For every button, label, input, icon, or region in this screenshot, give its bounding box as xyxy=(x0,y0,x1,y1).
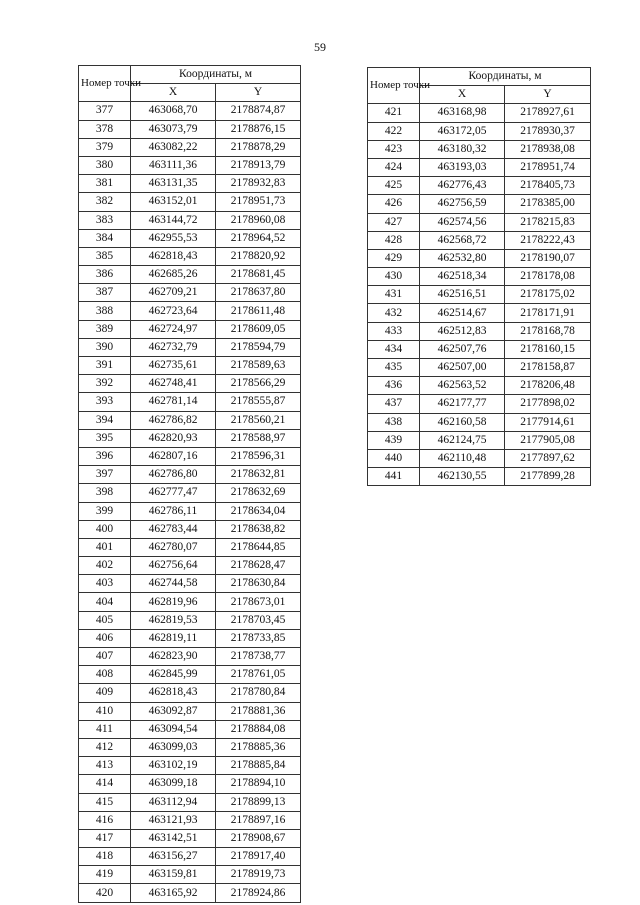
y-coordinate-cell: 2178630,84 xyxy=(216,575,301,593)
table-row xyxy=(79,284,301,302)
y-coordinate-cell: 2178190,07 xyxy=(505,249,591,267)
table-row xyxy=(79,757,301,775)
x-header: X xyxy=(131,84,216,102)
x-coordinate-cell: 462735,61 xyxy=(131,357,216,375)
table-row xyxy=(368,268,591,286)
point-number-cell: 400 xyxy=(79,520,131,538)
table-row xyxy=(368,340,591,358)
table-row xyxy=(79,484,301,502)
y-coordinate-cell: 2178897,16 xyxy=(216,811,301,829)
x-coordinate-cell: 463099,03 xyxy=(131,738,216,756)
table-body-right xyxy=(368,104,591,486)
x-coordinate-cell: 462160,58 xyxy=(420,413,505,431)
y-header: Y xyxy=(216,84,301,102)
x-coordinate-cell: 463152,01 xyxy=(131,193,216,211)
table-row xyxy=(368,431,591,449)
x-coordinate-cell: 462518,34 xyxy=(420,268,505,286)
point-number-cell: 388 xyxy=(79,302,131,320)
x-coordinate-cell: 462709,21 xyxy=(131,284,216,302)
point-number-cell: 436 xyxy=(368,377,420,395)
x-coordinate-cell: 462568,72 xyxy=(420,231,505,249)
point-number-cell: 401 xyxy=(79,538,131,556)
x-coordinate-cell: 462955,53 xyxy=(131,229,216,247)
point-number-cell: 424 xyxy=(368,158,420,176)
table-row xyxy=(79,629,301,647)
point-number-cell: 412 xyxy=(79,738,131,756)
table-row xyxy=(79,175,301,193)
x-coordinate-cell: 462512,83 xyxy=(420,322,505,340)
table-row xyxy=(79,393,301,411)
page-number: 59 xyxy=(314,40,326,54)
y-coordinate-cell: 2178215,83 xyxy=(505,213,591,231)
table-row xyxy=(79,775,301,793)
x-coordinate-cell: 463168,98 xyxy=(420,104,505,122)
y-coordinate-cell: 2178160,15 xyxy=(505,340,591,358)
table-row xyxy=(79,829,301,847)
x-coordinate-cell: 462507,76 xyxy=(420,340,505,358)
table-row xyxy=(79,429,301,447)
y-coordinate-cell: 2178951,73 xyxy=(216,193,301,211)
x-coordinate-cell: 463144,72 xyxy=(131,211,216,229)
y-coordinate-cell: 2178168,78 xyxy=(505,322,591,340)
table-row xyxy=(79,375,301,393)
y-coordinate-cell: 2178206,48 xyxy=(505,377,591,395)
point-number-cell: 417 xyxy=(79,829,131,847)
table-row xyxy=(79,738,301,756)
point-number-cell: 410 xyxy=(79,702,131,720)
x-coordinate-cell: 463172,05 xyxy=(420,122,505,140)
coordinates-table-right xyxy=(367,67,591,486)
table-row xyxy=(79,447,301,465)
table-row xyxy=(368,449,591,467)
x-coordinate-cell: 463082,22 xyxy=(131,138,216,156)
table-row xyxy=(368,122,591,140)
table-row xyxy=(79,156,301,174)
y-coordinate-cell: 2178171,91 xyxy=(505,304,591,322)
y-coordinate-cell: 2178385,00 xyxy=(505,195,591,213)
x-coordinate-cell: 462845,99 xyxy=(131,666,216,684)
x-coordinate-cell: 462786,80 xyxy=(131,466,216,484)
y-coordinate-cell: 2177897,62 xyxy=(505,449,591,467)
x-coordinate-cell: 462514,67 xyxy=(420,304,505,322)
table-row xyxy=(79,702,301,720)
point-number-cell: 390 xyxy=(79,338,131,356)
point-number-cell: 413 xyxy=(79,757,131,775)
table-row xyxy=(368,249,591,267)
coordinates-table-left xyxy=(78,65,301,903)
point-number-cell: 441 xyxy=(368,468,420,486)
y-coordinate-cell: 2178960,08 xyxy=(216,211,301,229)
table-row xyxy=(79,648,301,666)
point-number-cell: 428 xyxy=(368,231,420,249)
table-row xyxy=(79,884,301,902)
point-number-cell: 408 xyxy=(79,666,131,684)
table-row xyxy=(79,320,301,338)
y-coordinate-cell: 2178908,67 xyxy=(216,829,301,847)
x-coordinate-cell: 462516,51 xyxy=(420,286,505,304)
y-coordinate-cell: 2178899,13 xyxy=(216,793,301,811)
y-coordinate-cell: 2178405,73 xyxy=(505,177,591,195)
point-number-cell: 386 xyxy=(79,266,131,284)
y-coordinate-cell: 2178673,01 xyxy=(216,593,301,611)
point-number-cell: 378 xyxy=(79,120,131,138)
table-row xyxy=(368,286,591,304)
point-number-cell: 381 xyxy=(79,175,131,193)
point-number-cell: 438 xyxy=(368,413,420,431)
x-coordinate-cell: 463165,92 xyxy=(131,884,216,902)
x-coordinate-cell: 463092,87 xyxy=(131,702,216,720)
table-row xyxy=(79,666,301,684)
x-coordinate-cell: 462818,43 xyxy=(131,684,216,702)
y-coordinate-cell: 2178951,74 xyxy=(505,158,591,176)
x-coordinate-cell: 463159,81 xyxy=(131,866,216,884)
y-coordinate-cell: 2178632,81 xyxy=(216,466,301,484)
table-row xyxy=(368,395,591,413)
point-number-cell: 437 xyxy=(368,395,420,413)
y-coordinate-cell: 2177905,08 xyxy=(505,431,591,449)
point-number-cell: 397 xyxy=(79,466,131,484)
x-coordinate-cell: 462777,47 xyxy=(131,484,216,502)
x-coordinate-cell: 462732,79 xyxy=(131,338,216,356)
x-coordinate-cell: 463073,79 xyxy=(131,120,216,138)
x-coordinate-cell: 462819,11 xyxy=(131,629,216,647)
x-coordinate-cell: 462820,93 xyxy=(131,429,216,447)
header-row xyxy=(79,66,301,84)
point-number-header: Номер точки xyxy=(79,66,131,102)
point-number-cell: 416 xyxy=(79,811,131,829)
point-number-cell: 429 xyxy=(368,249,420,267)
x-coordinate-cell: 462807,16 xyxy=(131,447,216,465)
x-coordinate-cell: 462786,11 xyxy=(131,502,216,520)
table-row xyxy=(79,138,301,156)
x-coordinate-cell: 462819,96 xyxy=(131,593,216,611)
y-coordinate-cell: 2178681,45 xyxy=(216,266,301,284)
point-number-cell: 395 xyxy=(79,429,131,447)
point-number-cell: 430 xyxy=(368,268,420,286)
x-coordinate-cell: 462130,55 xyxy=(420,468,505,486)
table-row xyxy=(79,575,301,593)
table-row xyxy=(368,140,591,158)
x-coordinate-cell: 462744,58 xyxy=(131,575,216,593)
table-row xyxy=(79,193,301,211)
table-row xyxy=(368,231,591,249)
x-coordinate-cell: 463111,36 xyxy=(131,156,216,174)
x-coordinate-cell: 462818,43 xyxy=(131,247,216,265)
point-number-cell: 434 xyxy=(368,340,420,358)
y-coordinate-cell: 2178634,04 xyxy=(216,502,301,520)
point-number-cell: 433 xyxy=(368,322,420,340)
point-number-cell: 402 xyxy=(79,557,131,575)
point-number-cell: 399 xyxy=(79,502,131,520)
x-coordinate-cell: 462756,59 xyxy=(420,195,505,213)
coordinates-header: Координаты, м xyxy=(420,68,591,86)
point-number-cell: 418 xyxy=(79,848,131,866)
y-coordinate-cell: 2178885,84 xyxy=(216,757,301,775)
table-row xyxy=(368,195,591,213)
table-row xyxy=(79,557,301,575)
point-number-cell: 389 xyxy=(79,320,131,338)
x-coordinate-cell: 462780,07 xyxy=(131,538,216,556)
y-coordinate-cell: 2178874,87 xyxy=(216,102,301,120)
point-number-cell: 439 xyxy=(368,431,420,449)
x-coordinate-cell: 463131,35 xyxy=(131,175,216,193)
y-coordinate-cell: 2178820,92 xyxy=(216,247,301,265)
y-coordinate-cell: 2178594,79 xyxy=(216,338,301,356)
y-coordinate-cell: 2178927,61 xyxy=(505,104,591,122)
table-row xyxy=(79,338,301,356)
x-coordinate-cell: 463193,03 xyxy=(420,158,505,176)
y-coordinate-cell: 2178878,29 xyxy=(216,138,301,156)
x-coordinate-cell: 463102,19 xyxy=(131,757,216,775)
table-body-left xyxy=(79,102,301,902)
x-coordinate-cell: 462177,77 xyxy=(420,395,505,413)
y-coordinate-cell: 2177914,61 xyxy=(505,413,591,431)
point-number-cell: 422 xyxy=(368,122,420,140)
y-coordinate-cell: 2178917,40 xyxy=(216,848,301,866)
point-number-cell: 431 xyxy=(368,286,420,304)
point-number-cell: 432 xyxy=(368,304,420,322)
table-row xyxy=(79,466,301,484)
table-row xyxy=(79,520,301,538)
x-coordinate-cell: 463099,18 xyxy=(131,775,216,793)
table-row xyxy=(79,502,301,520)
y-coordinate-cell: 2178919,73 xyxy=(216,866,301,884)
x-coordinate-cell: 462563,52 xyxy=(420,377,505,395)
x-coordinate-cell: 462723,64 xyxy=(131,302,216,320)
y-coordinate-cell: 2178178,08 xyxy=(505,268,591,286)
y-coordinate-cell: 2178932,83 xyxy=(216,175,301,193)
point-number-cell: 379 xyxy=(79,138,131,156)
point-number-cell: 425 xyxy=(368,177,420,195)
point-number-cell: 411 xyxy=(79,720,131,738)
y-coordinate-cell: 2178609,05 xyxy=(216,320,301,338)
y-coordinate-cell: 2177899,28 xyxy=(505,468,591,486)
point-number-cell: 409 xyxy=(79,684,131,702)
x-coordinate-cell: 462823,90 xyxy=(131,648,216,666)
y-coordinate-cell: 2178884,08 xyxy=(216,720,301,738)
table-row xyxy=(79,593,301,611)
table-row xyxy=(79,866,301,884)
table-row xyxy=(368,322,591,340)
point-number-cell: 420 xyxy=(79,884,131,902)
y-coordinate-cell: 2178924,86 xyxy=(216,884,301,902)
x-coordinate-cell: 462776,43 xyxy=(420,177,505,195)
table-row xyxy=(79,720,301,738)
x-coordinate-cell: 462574,56 xyxy=(420,213,505,231)
point-number-header: Номер точки xyxy=(368,68,420,104)
table-row xyxy=(79,102,301,120)
x-coordinate-cell: 463112,94 xyxy=(131,793,216,811)
point-number-cell: 421 xyxy=(368,104,420,122)
point-number-cell: 435 xyxy=(368,359,420,377)
table-row xyxy=(79,302,301,320)
x-coordinate-cell: 463156,27 xyxy=(131,848,216,866)
x-coordinate-cell: 462507,00 xyxy=(420,359,505,377)
point-number-cell: 407 xyxy=(79,648,131,666)
table-row xyxy=(79,211,301,229)
point-number-cell: 415 xyxy=(79,793,131,811)
y-coordinate-cell: 2178632,69 xyxy=(216,484,301,502)
y-header: Y xyxy=(505,86,591,104)
x-coordinate-cell: 463094,54 xyxy=(131,720,216,738)
x-header: X xyxy=(420,86,505,104)
table-row xyxy=(368,468,591,486)
x-coordinate-cell: 462685,26 xyxy=(131,266,216,284)
point-number-cell: 403 xyxy=(79,575,131,593)
y-coordinate-cell: 2178611,48 xyxy=(216,302,301,320)
point-number-cell: 394 xyxy=(79,411,131,429)
y-coordinate-cell: 2178588,97 xyxy=(216,429,301,447)
point-number-cell: 391 xyxy=(79,357,131,375)
point-number-cell: 382 xyxy=(79,193,131,211)
y-coordinate-cell: 2178644,85 xyxy=(216,538,301,556)
x-coordinate-cell: 462781,14 xyxy=(131,393,216,411)
point-number-cell: 383 xyxy=(79,211,131,229)
y-coordinate-cell: 2178930,37 xyxy=(505,122,591,140)
y-coordinate-cell: 2178628,47 xyxy=(216,557,301,575)
y-coordinate-cell: 2178637,80 xyxy=(216,284,301,302)
x-coordinate-cell: 462532,80 xyxy=(420,249,505,267)
table-row xyxy=(368,177,591,195)
y-coordinate-cell: 2178780,84 xyxy=(216,684,301,702)
x-coordinate-cell: 462783,44 xyxy=(131,520,216,538)
point-number-cell: 440 xyxy=(368,449,420,467)
y-coordinate-cell: 2178885,36 xyxy=(216,738,301,756)
y-coordinate-cell: 2178703,45 xyxy=(216,611,301,629)
x-coordinate-cell: 462819,53 xyxy=(131,611,216,629)
y-coordinate-cell: 2178881,36 xyxy=(216,702,301,720)
header-row xyxy=(368,68,591,86)
table-row xyxy=(79,266,301,284)
y-coordinate-cell: 2178555,87 xyxy=(216,393,301,411)
x-coordinate-cell: 463121,93 xyxy=(131,811,216,829)
table-row xyxy=(79,229,301,247)
table-row xyxy=(368,413,591,431)
point-number-cell: 426 xyxy=(368,195,420,213)
y-coordinate-cell: 2178175,02 xyxy=(505,286,591,304)
y-coordinate-cell: 2177898,02 xyxy=(505,395,591,413)
y-coordinate-cell: 2178589,63 xyxy=(216,357,301,375)
table-row xyxy=(79,684,301,702)
x-coordinate-cell: 462756,64 xyxy=(131,557,216,575)
x-coordinate-cell: 462124,75 xyxy=(420,431,505,449)
y-coordinate-cell: 2178560,21 xyxy=(216,411,301,429)
x-coordinate-cell: 463142,51 xyxy=(131,829,216,847)
table-row xyxy=(368,304,591,322)
table-row xyxy=(79,120,301,138)
table-row xyxy=(79,811,301,829)
point-number-cell: 419 xyxy=(79,866,131,884)
y-coordinate-cell: 2178158,87 xyxy=(505,359,591,377)
table-row xyxy=(368,104,591,122)
y-coordinate-cell: 2178566,29 xyxy=(216,375,301,393)
y-coordinate-cell: 2178876,15 xyxy=(216,120,301,138)
point-number-cell: 393 xyxy=(79,393,131,411)
table-row xyxy=(368,377,591,395)
point-number-cell: 414 xyxy=(79,775,131,793)
table-row xyxy=(79,538,301,556)
table-row xyxy=(368,213,591,231)
y-coordinate-cell: 2178761,05 xyxy=(216,666,301,684)
table-row xyxy=(368,158,591,176)
table-row xyxy=(79,848,301,866)
point-number-cell: 398 xyxy=(79,484,131,502)
point-number-cell: 384 xyxy=(79,229,131,247)
table-row xyxy=(368,359,591,377)
y-coordinate-cell: 2178938,08 xyxy=(505,140,591,158)
y-coordinate-cell: 2178894,10 xyxy=(216,775,301,793)
table-row xyxy=(79,247,301,265)
coordinates-header: Координаты, м xyxy=(131,66,301,84)
x-coordinate-cell: 462110,48 xyxy=(420,449,505,467)
x-coordinate-cell: 463068,70 xyxy=(131,102,216,120)
point-number-cell: 396 xyxy=(79,447,131,465)
y-coordinate-cell: 2178913,79 xyxy=(216,156,301,174)
x-coordinate-cell: 462786,82 xyxy=(131,411,216,429)
point-number-cell: 380 xyxy=(79,156,131,174)
point-number-cell: 405 xyxy=(79,611,131,629)
y-coordinate-cell: 2178964,52 xyxy=(216,229,301,247)
x-coordinate-cell: 462748,41 xyxy=(131,375,216,393)
y-coordinate-cell: 2178638,82 xyxy=(216,520,301,538)
point-number-cell: 385 xyxy=(79,247,131,265)
point-number-cell: 427 xyxy=(368,213,420,231)
point-number-cell: 404 xyxy=(79,593,131,611)
table-row xyxy=(79,793,301,811)
y-coordinate-cell: 2178596,31 xyxy=(216,447,301,465)
y-coordinate-cell: 2178733,85 xyxy=(216,629,301,647)
y-coordinate-cell: 2178738,77 xyxy=(216,648,301,666)
point-number-cell: 387 xyxy=(79,284,131,302)
point-number-cell: 392 xyxy=(79,375,131,393)
x-coordinate-cell: 463180,32 xyxy=(420,140,505,158)
table-row xyxy=(79,411,301,429)
y-coordinate-cell: 2178222,43 xyxy=(505,231,591,249)
point-number-cell: 423 xyxy=(368,140,420,158)
table-row xyxy=(79,611,301,629)
x-coordinate-cell: 462724,97 xyxy=(131,320,216,338)
point-number-cell: 406 xyxy=(79,629,131,647)
point-number-cell: 377 xyxy=(79,102,131,120)
table-row xyxy=(79,357,301,375)
